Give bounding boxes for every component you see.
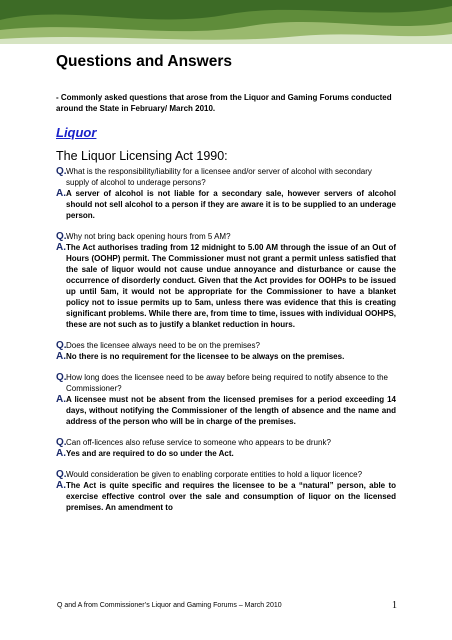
answer-row	[56, 480, 396, 513]
question-row	[56, 469, 396, 480]
qa-item	[56, 166, 396, 221]
question-label: Q.	[56, 231, 67, 242]
answer-row	[56, 242, 396, 330]
question-text: Would consideration be given to enabling corporate entities to hold a liquor licence?	[66, 470, 363, 479]
answer-label: A.	[56, 448, 66, 459]
answer-text: The Act is quite specific and requires the licensee to be a “natural” person, able to exercise effective control over the sale and consumption of liquor on the licensed premises. An amendment to	[66, 481, 396, 512]
document-title: Questions and Answers	[56, 53, 232, 70]
qa-item	[56, 340, 396, 362]
answer-row	[56, 394, 396, 427]
qa-item	[56, 437, 396, 459]
answer-label: A.	[56, 188, 66, 199]
answer-label: A.	[56, 480, 66, 491]
page-footer	[57, 601, 397, 611]
answer-row	[56, 448, 396, 459]
question-row	[56, 340, 396, 351]
answer-text: A licensee must not be absent from the licensed premises for a period exceeding 14 days, without notifying the Commissioner of the length of absence and the name and address of the person who will be in charge of the premises.	[66, 395, 396, 426]
answer-text: Yes and are required to do so under the Act.	[66, 449, 234, 458]
qa-item	[56, 231, 396, 330]
page-number: 1	[392, 600, 397, 611]
question-label: Q.	[56, 437, 67, 448]
answer-label: A.	[56, 242, 66, 253]
intro-paragraph: - Commonly asked questions that arose from the Liquor and Gaming Forums conducted around the State in February/ March 2010.	[56, 93, 392, 113]
answer-text: The Act authorises trading from 12 midnight to 5.00 AM through the issue of an Out of Hours (OOHP) permit. The Commissioner must not grant a permit unless satisfied that the sale of liquor would not cause undue annoyance and disturbance or cause the occurrence of disorderly conduct. Given that the Act provides for OOHPs to be issued up until 5am, it would not be appropriate for the Commissioner to have a blanket policy not to issue permits up to 5am, unless there was evidence that this is creating significant problems. While there are, from time to time, issues with individual OOHPS, these are not such as to justify a blanket reduction in hours.	[66, 243, 396, 329]
qa-item	[56, 372, 396, 427]
question-row	[56, 437, 396, 448]
question-row	[56, 231, 396, 242]
answer-text: A server of alcohol is not liable for a secondary sale, however servers of alcohol should not sell alcohol to a person if they are aware it is to be supplied to an underage person.	[66, 189, 396, 220]
header-banner	[0, 0, 452, 44]
question-row	[56, 166, 396, 188]
question-text: What is the responsibility/liability for a licensee and/or server of alcohol with secondary supply of alcohol to underage persons?	[66, 167, 372, 187]
question-label: Q.	[56, 469, 67, 480]
subsection-heading: The Liquor Licensing Act 1990:	[56, 149, 228, 163]
question-text: How long does the licensee need to be away before being required to notify absence to the Commissioner?	[66, 373, 388, 393]
answer-label: A.	[56, 394, 66, 405]
qa-item	[56, 469, 396, 513]
qa-list	[56, 166, 396, 513]
question-label: Q.	[56, 340, 67, 351]
question-text: Does the licensee always need to be on the premises?	[66, 341, 260, 350]
section-heading-liquor[interactable]: Liquor	[56, 125, 97, 140]
answer-row	[56, 188, 396, 221]
question-label: Q.	[56, 372, 67, 383]
footer-text: Q and A from Commissioner’s Liquor and Gaming Forums – March 2010	[57, 602, 282, 609]
question-label: Q.	[56, 166, 67, 177]
document-body	[56, 52, 396, 523]
answer-label: A.	[56, 351, 66, 362]
question-text: Can off-licences also refuse service to someone who appears to be drunk?	[66, 438, 331, 447]
question-text: Why not bring back opening hours from 5 AM?	[66, 232, 231, 241]
green-banner-graphic	[0, 0, 452, 44]
answer-text: No there is no requirement for the licensee to be always on the premises.	[66, 352, 345, 361]
answer-row	[56, 351, 396, 362]
question-row	[56, 372, 396, 394]
